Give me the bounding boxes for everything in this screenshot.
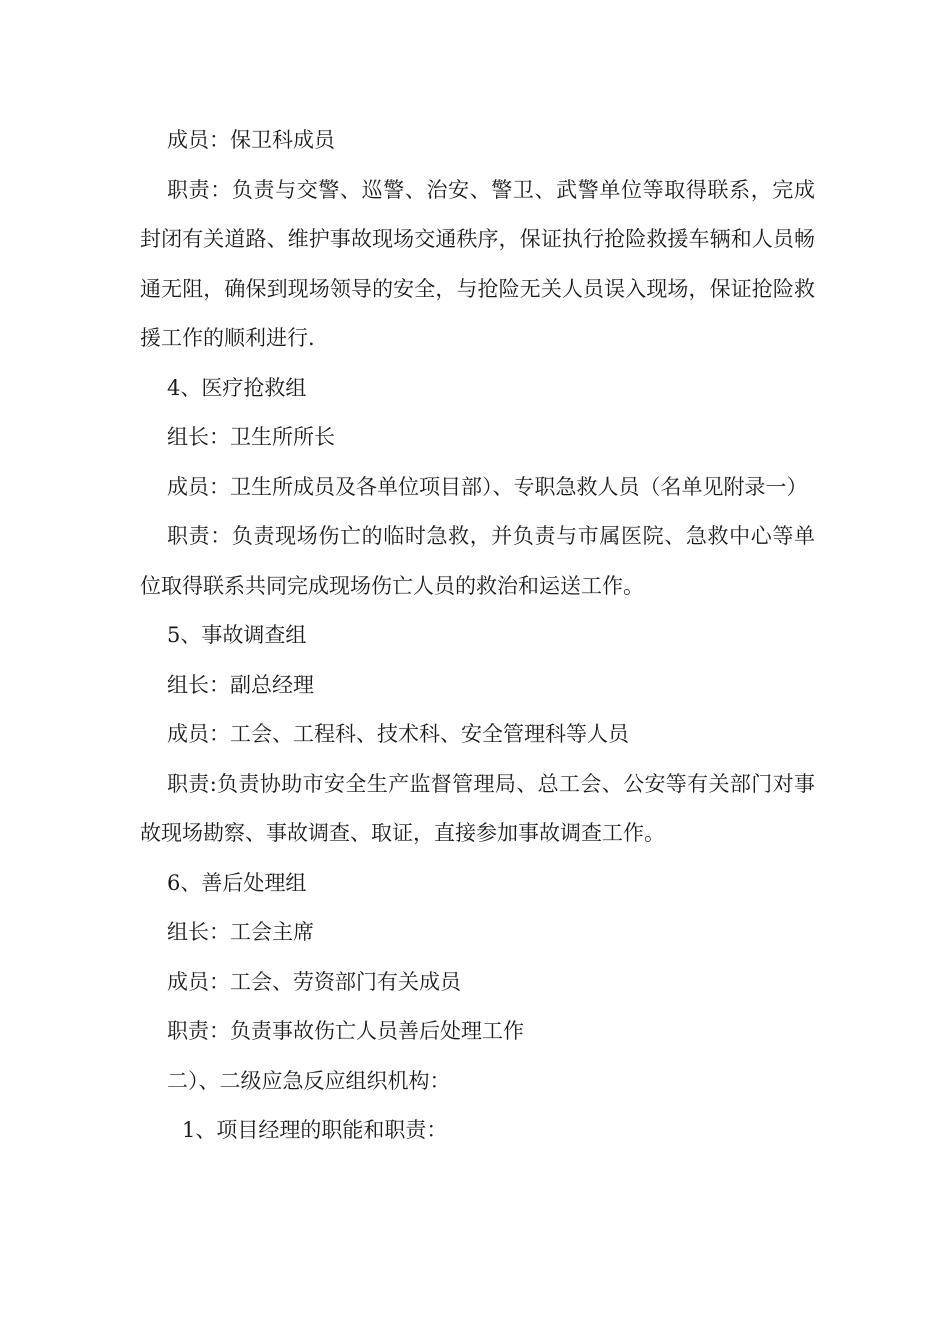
paragraph-security-duties: 职责：负责与交警、巡警、治安、警卫、武警单位等取得联系，完成封闭有关道路、维护事故现场交通秩序，保证执行抢险救援车辆和人员畅通无阻，确保到现场领导的安全，与抢险无关人员误入现场，保证抢险救援工作的顺利进行.	[140, 177, 815, 350]
heading-medical-rescue-group: 4、医疗抢救组	[167, 375, 307, 400]
paragraph-aftermath-members: 成员：工会、劳资部门有关成员	[167, 969, 461, 994]
paragraph-investigation-members: 成员：工会、工程科、技术科、安全管理科等人员	[167, 722, 629, 746]
heading-level-two-organization: 二）、二级应急反应组织机构：	[167, 1068, 451, 1093]
heading-accident-investigation-group: 5、事故调查组	[167, 623, 307, 647]
paragraph-security-members: 成员：保卫科成员	[167, 128, 335, 152]
paragraph-aftermath-duties: 职责：负责事故伤亡人员善后处理工作	[167, 1019, 524, 1043]
paragraph-aftermath-leader: 组长：工会主席	[167, 920, 314, 944]
paragraph-investigation-leader: 组长：副总经理	[167, 672, 314, 697]
heading-project-manager-duties: 1、项目经理的职能和职责：	[182, 1118, 448, 1142]
paragraph-medical-leader: 组长：卫生所所长	[167, 425, 335, 449]
document-body	[140, 116, 815, 1156]
heading-aftermath-group: 6、善后处理组	[167, 870, 307, 895]
paragraph-medical-members: 成员：卫生所成员及各单位项目部）、专职急救人员（名单见附录一）	[167, 474, 808, 499]
paragraph-medical-duties: 职责：负责现场伤亡的临时急救，并负责与市属医院、急救中心等单位取得联系共同完成现场伤亡人员的救治和运送工作。	[140, 524, 815, 598]
paragraph-investigation-duties: 职责:负责协助市安全生产监督管理局、总工会、公安等有关部门对事故现场勘察、事故调查、取证，直接参加事故调查工作。	[140, 771, 815, 845]
